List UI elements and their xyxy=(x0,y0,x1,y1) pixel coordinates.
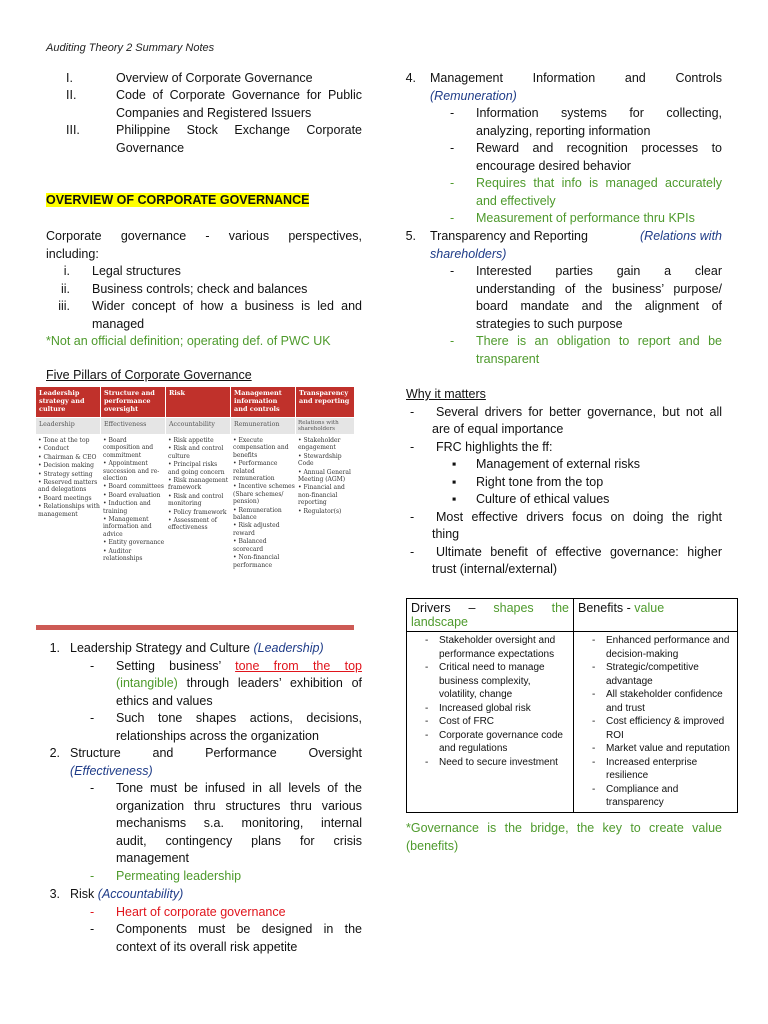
why-bullet: Culture of ethical values xyxy=(476,492,610,506)
p5-green: There is an obligation to report and be xyxy=(476,334,722,348)
fig-sub: Leadership xyxy=(36,418,100,434)
why-text: Ultimate benefit of effective governance: higher xyxy=(436,544,722,559)
p4-text: Information systems for collecting, xyxy=(476,106,722,120)
pillar-tag: (Leadership) xyxy=(253,641,324,655)
benefit-item: - Enhanced performance and decision-making xyxy=(588,634,733,661)
pillar-num: 5. xyxy=(405,229,416,243)
driver-item: - Corporate governance code and regulations xyxy=(421,729,569,756)
drivers-cell xyxy=(407,632,574,813)
cg-def-line: Corporate governance - various perspectives, xyxy=(46,229,362,243)
fig-item: • Assessment of effectiveness xyxy=(168,517,230,532)
cg-definition xyxy=(46,228,362,351)
fig-head: Management information and controls xyxy=(231,387,295,417)
fig-item: • Board committees xyxy=(103,483,165,490)
p3-text: context of its overall risk appetite xyxy=(116,939,298,954)
fig-item: • Management information and advice xyxy=(103,516,165,538)
fig-item: • Non-financial performance xyxy=(233,554,295,569)
benefit-item: - All stakeholder confidence and trust xyxy=(588,688,733,715)
fig-sub: Remuneration xyxy=(231,418,295,434)
p1-text: ethics and values xyxy=(116,693,213,708)
pillars-title: Five Pillars of Corporate Governance xyxy=(46,368,252,382)
p1-green: (intangible) xyxy=(116,676,178,690)
pillar-title: Management Information and Controls xyxy=(430,71,722,85)
fig-head: Structure and performance oversight xyxy=(101,387,165,417)
fig-item: • Remuneration balance xyxy=(233,507,295,522)
pillar-tag: (Effectiveness) xyxy=(70,763,153,778)
pillar-title: Transparency and Reporting xyxy=(430,229,588,243)
pillar-num: 1. xyxy=(49,641,60,655)
five-pillars-figure xyxy=(36,387,354,633)
fig-item: • Relationships with management xyxy=(38,503,100,518)
pillar-tag: shareholders) xyxy=(430,246,507,261)
p4-text: Reward and recognition processes to xyxy=(476,141,722,155)
why-text: trust (internal/external) xyxy=(432,562,558,576)
pillar-tag: (Remuneration) xyxy=(430,88,517,103)
fig-item: • Stakeholder engagement xyxy=(298,437,354,452)
benefit-item: - Strategic/competitive advantage xyxy=(588,661,733,688)
p3-red: Heart of corporate governance xyxy=(116,904,286,919)
p5-text: Interested parties gain a clear xyxy=(476,264,722,278)
fig-col-5 xyxy=(298,437,354,516)
pillar-3: 3. Risk (Accountability) - Heart of corporate governance - Components must be designed in the context of its overall risk appetite xyxy=(46,886,362,956)
cg-item: Business controls; check and balances xyxy=(92,281,308,296)
fig-item: • Risk and control monitoring xyxy=(168,493,230,508)
why-text: Several drivers for better governance, but not all xyxy=(436,404,722,419)
p2-green: Permeating leadership xyxy=(116,868,242,883)
toc-text: Companies and Registered Issuers xyxy=(116,105,312,120)
driver-item: - Increased global risk xyxy=(421,702,569,716)
p5-text: board mandate and the alignment of xyxy=(476,299,722,313)
why-text: Most effective drivers focus on doing the right xyxy=(436,509,722,524)
fig-item: • Conduct xyxy=(38,445,100,452)
benefit-item: - Cost efficiency & improved ROI xyxy=(588,715,733,742)
p3-text: Components must be designed in the xyxy=(116,922,362,936)
p2-text: organization thru structures thru various xyxy=(116,798,362,813)
fig-col-1 xyxy=(38,437,100,519)
why-text: are of equal importance xyxy=(432,422,564,436)
fig-item: • Annual General Meeting (AGM) xyxy=(298,469,354,484)
driver-item: - Need to secure investment xyxy=(421,756,569,770)
fig-item: • Execute compensation and benefits xyxy=(233,437,295,459)
fig-head: Leadership strategy and culture xyxy=(36,387,100,417)
fig-item: • Principal risks and going concern xyxy=(168,461,230,476)
benefits-header: Benefits - value xyxy=(574,599,738,632)
p2-text: audit, contingency plans for crisis xyxy=(116,833,362,848)
p2-text: Tone must be infused in all levels of the xyxy=(116,781,362,795)
p2-text: mechanisms s.a. monitoring, internal xyxy=(116,816,362,830)
toc-text: Code of Corporate Governance for Public xyxy=(116,88,362,102)
fig-sub: Relations with shareholders xyxy=(296,418,354,434)
p4-green: Measurement of performance thru KPIs xyxy=(476,211,695,225)
fig-item: • Tone at the top xyxy=(38,437,100,444)
fig-item: • Policy framework xyxy=(168,509,230,516)
p1-text: Setting business’ xyxy=(116,658,221,673)
why-bullet: Right tone from the top xyxy=(476,474,604,489)
fig-item: • Chairman & CEO xyxy=(38,454,100,461)
fig-item: • Board composition and commitment xyxy=(103,437,165,459)
pillar-title: Leadership Strategy and Culture xyxy=(70,641,250,655)
cg-item: Wider concept of how a business is led and xyxy=(92,299,362,313)
fig-col-4 xyxy=(233,437,295,570)
fig-item: • Auditor relationships xyxy=(103,548,165,563)
page-header: Auditing Theory 2 Summary Notes xyxy=(46,42,215,54)
p4-green: Requires that info is managed accurately xyxy=(476,176,722,190)
pillar-num: 3. xyxy=(49,887,60,901)
p1-text: Such tone shapes actions, decisions, xyxy=(116,711,362,725)
toc-num: III. xyxy=(66,123,80,137)
cg-item: Legal structures xyxy=(92,264,181,278)
p1-red: tone from the top xyxy=(235,658,362,673)
toc-text: Philippine Stock Exchange Corporate xyxy=(116,123,362,137)
p5-text: strategies to such purpose xyxy=(476,316,623,331)
fig-item: • Performance related remuneration xyxy=(233,460,295,482)
p4-text: analyzing, reporting information xyxy=(476,123,651,138)
pillar-num: 4. xyxy=(405,71,416,85)
fig-item: • Induction and training xyxy=(103,500,165,515)
fig-bottom-bar xyxy=(36,625,354,630)
fig-item: • Risk appetite xyxy=(168,437,230,444)
fig-head: Transparency and reporting xyxy=(296,387,354,417)
fig-item: • Balanced scorecard xyxy=(233,538,295,553)
fig-item: • Risk adjusted reward xyxy=(233,522,295,537)
fig-item: • Risk management framework xyxy=(168,477,230,492)
fig-item: • Financial and non-financial reporting xyxy=(298,484,354,506)
cg-def-line: including: xyxy=(46,246,99,261)
toc-item-3 xyxy=(66,122,362,157)
p4-green: and effectively xyxy=(476,193,556,208)
pillar-4: 4. Management Information and Controls (Remuneration) - Information systems for collecting, analyzing, reporting information - Reward and recognition processes to encourage desired behavior - Requires that info is managed accurately and effectively - Measurement of performance thru KPIs xyxy=(404,70,722,228)
driver-item: - Cost of FRC xyxy=(421,715,569,729)
cg-note: *Not an official definition; operating def. of PWC UK xyxy=(46,334,331,348)
pillar-tag: (Accountability) xyxy=(97,887,184,901)
fig-item: • Regulator(s) xyxy=(298,508,354,515)
cg-item: managed xyxy=(92,316,145,331)
why-title: Why it matters xyxy=(406,387,486,401)
pillar-2: 2. Structure and Performance Oversight (Effectiveness) - Tone must be infused in all levels of the organization thru structures thru various mechanisms s.a. monitoring, internal audit, contingency plans for crisis management - Permeating leadership xyxy=(46,745,362,885)
fig-item: • Reserved matters and delegations xyxy=(38,479,100,494)
section-title: OVERVIEW OF CORPORATE GOVERNANCE xyxy=(46,193,310,207)
benefit-item: - Market value and reputation xyxy=(588,742,733,756)
closing-note xyxy=(406,820,722,855)
toc-item-2 xyxy=(66,87,362,122)
fig-item: • Strategy setting xyxy=(38,471,100,478)
closing-line: *Governance is the bridge, the key to create value xyxy=(406,821,722,835)
toc-text: Overview of Corporate Governance xyxy=(116,71,313,85)
driver-item: - Stakeholder oversight and performance expectations xyxy=(421,634,569,661)
pillar-title: Structure and Performance Oversight xyxy=(70,746,362,760)
toc-num: I. xyxy=(66,71,73,85)
p2-text: management xyxy=(116,851,189,865)
fig-item: • Board evaluation xyxy=(103,492,165,499)
fig-sub: Accountability xyxy=(166,418,230,434)
toc-item-1 xyxy=(66,70,313,88)
fig-item: • Stewardship Code xyxy=(298,453,354,468)
p5-green: transparent xyxy=(476,351,540,366)
p5-text: understanding of the business’ purpose/ xyxy=(476,281,722,296)
toc-text: Governance xyxy=(116,140,185,155)
pillar-1: 1. Leadership Strategy and Culture (Leadership) - Setting business’ tone from the top (intangible) through leaders’ exhibition of ethics and values - Such tone shapes actions, decisions, relationships across the organization xyxy=(46,640,362,745)
drivers-header: Drivers – shapes the landscape xyxy=(407,599,574,632)
fig-item: • Risk and control culture xyxy=(168,445,230,460)
fig-sub: Effectiveness xyxy=(101,418,165,434)
fig-item: • Decision making xyxy=(38,462,100,469)
fig-item: • Incentive schemes (Share schemes/ pension) xyxy=(233,483,295,505)
benefit-item: - Compliance and transparency xyxy=(588,783,733,810)
pillar-title: Risk xyxy=(70,887,95,901)
closing-line: (benefits) xyxy=(406,838,459,853)
fig-item: • Appointment succession and re-election xyxy=(103,460,165,482)
toc-num: II. xyxy=(66,88,77,102)
pillar-num: 2. xyxy=(49,746,60,760)
roman-num: i. xyxy=(63,264,70,278)
p1-text: relationships across the organization xyxy=(116,728,319,743)
pillar-5: 5. Transparency and Reporting (Relations with shareholders) - Interested parties gain a clear understanding of the business’ purpose/ board mandate and the alignment of strategies to such purpose - There is an obligation to report and be transparent xyxy=(404,228,722,368)
pillar-tag: (Relations with xyxy=(640,229,722,243)
roman-num: ii. xyxy=(60,281,70,296)
fig-head: Risk xyxy=(166,387,230,417)
driver-item: - Critical need to manage business complexity, volatility, change xyxy=(421,661,569,702)
roman-num: iii. xyxy=(58,299,70,313)
p1-text: through leaders’ exhibition of xyxy=(186,676,362,690)
fig-col-3 xyxy=(168,437,230,533)
benefits-cell xyxy=(574,632,738,813)
fig-item: • Entity governance xyxy=(103,539,165,546)
p4-text: encourage desired behavior xyxy=(476,158,631,173)
why-text: thing xyxy=(432,527,460,541)
benefit-item: - Increased enterprise resilience xyxy=(588,756,733,783)
fig-item: • Board meetings xyxy=(38,495,100,502)
why-it-matters: Why it matters - Several drivers for better governance, but not all are of equal importance - FRC highlights the ff: ▪ Management of external risks ▪ Right tone from the top ▪ Culture of ethical values - Most effective drivers focus on doing the right thing - Ultimate benefit of effective governance: higher trust (internal/external) xyxy=(406,386,722,579)
why-text: FRC highlights the ff: xyxy=(436,439,553,454)
why-bullet: Management of external risks xyxy=(476,457,640,471)
fig-col-2 xyxy=(103,437,165,564)
drivers-benefits-table xyxy=(406,598,738,813)
